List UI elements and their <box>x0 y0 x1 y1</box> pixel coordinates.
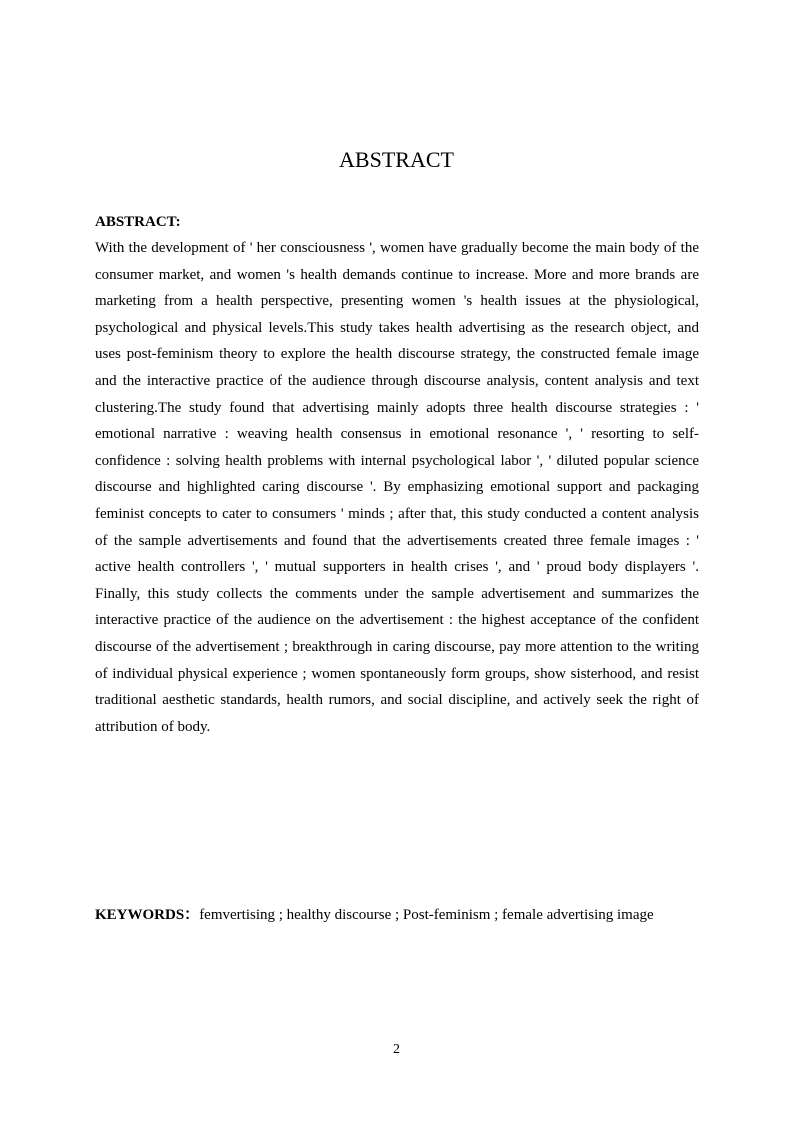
page-title: ABSTRACT <box>339 147 454 172</box>
page-number: 2 <box>393 1042 400 1057</box>
keywords-line <box>95 905 715 925</box>
keywords-text: femvertising ; healthy discourse ; Post-feminism ; female advertising image <box>199 907 654 923</box>
abstract-body: With the development of ' her consciousness ', women have gradually become the main body of the consumer market, and women 's health demands continue to increase. More and more brands are marketing from a health perspective, presenting women 's health issues at the physiological, psychological and physical levels.This study takes health advertising as the research object, and uses post-feminism theory to explore the health discourse strategy, the constructed female image and the interactive practice of the audience through discourse analysis, content analysis and text clustering.The study found that advertising mainly adopts three health discourse strategies : ' emotional narrative : weaving health consensus in emotional resonance ', ' resorting to self-confidence : solving health problems with internal psychological labor ', ' diluted popular science discourse and highlighted caring discourse '. By emphasizing emotional support and packaging feminist concepts to cater to consumers ' minds ; after that, this study conducted a content analysis of the sample advertisements and found that the advertisements created three female images : ' active health controllers ', ' mutual supporters in health crises ', and ' proud body displayers '. Finally, this study collects the comments under the sample advertisement and summarizes the interactive practice of the audience on the advertisement : the highest acceptance of the confident discourse of the advertisement ; breakthrough in caring discourse, pay more attention to the writing of individual physical experience ; women spontaneously form groups, show sisterhood, and resist traditional aesthetic standards, health rumors, and social discipline, and actively seek the right of attribution of body. <box>95 240 699 735</box>
keywords-label: KEYWORDS： <box>95 907 200 923</box>
abstract-label: ABSTRACT: <box>95 214 181 230</box>
